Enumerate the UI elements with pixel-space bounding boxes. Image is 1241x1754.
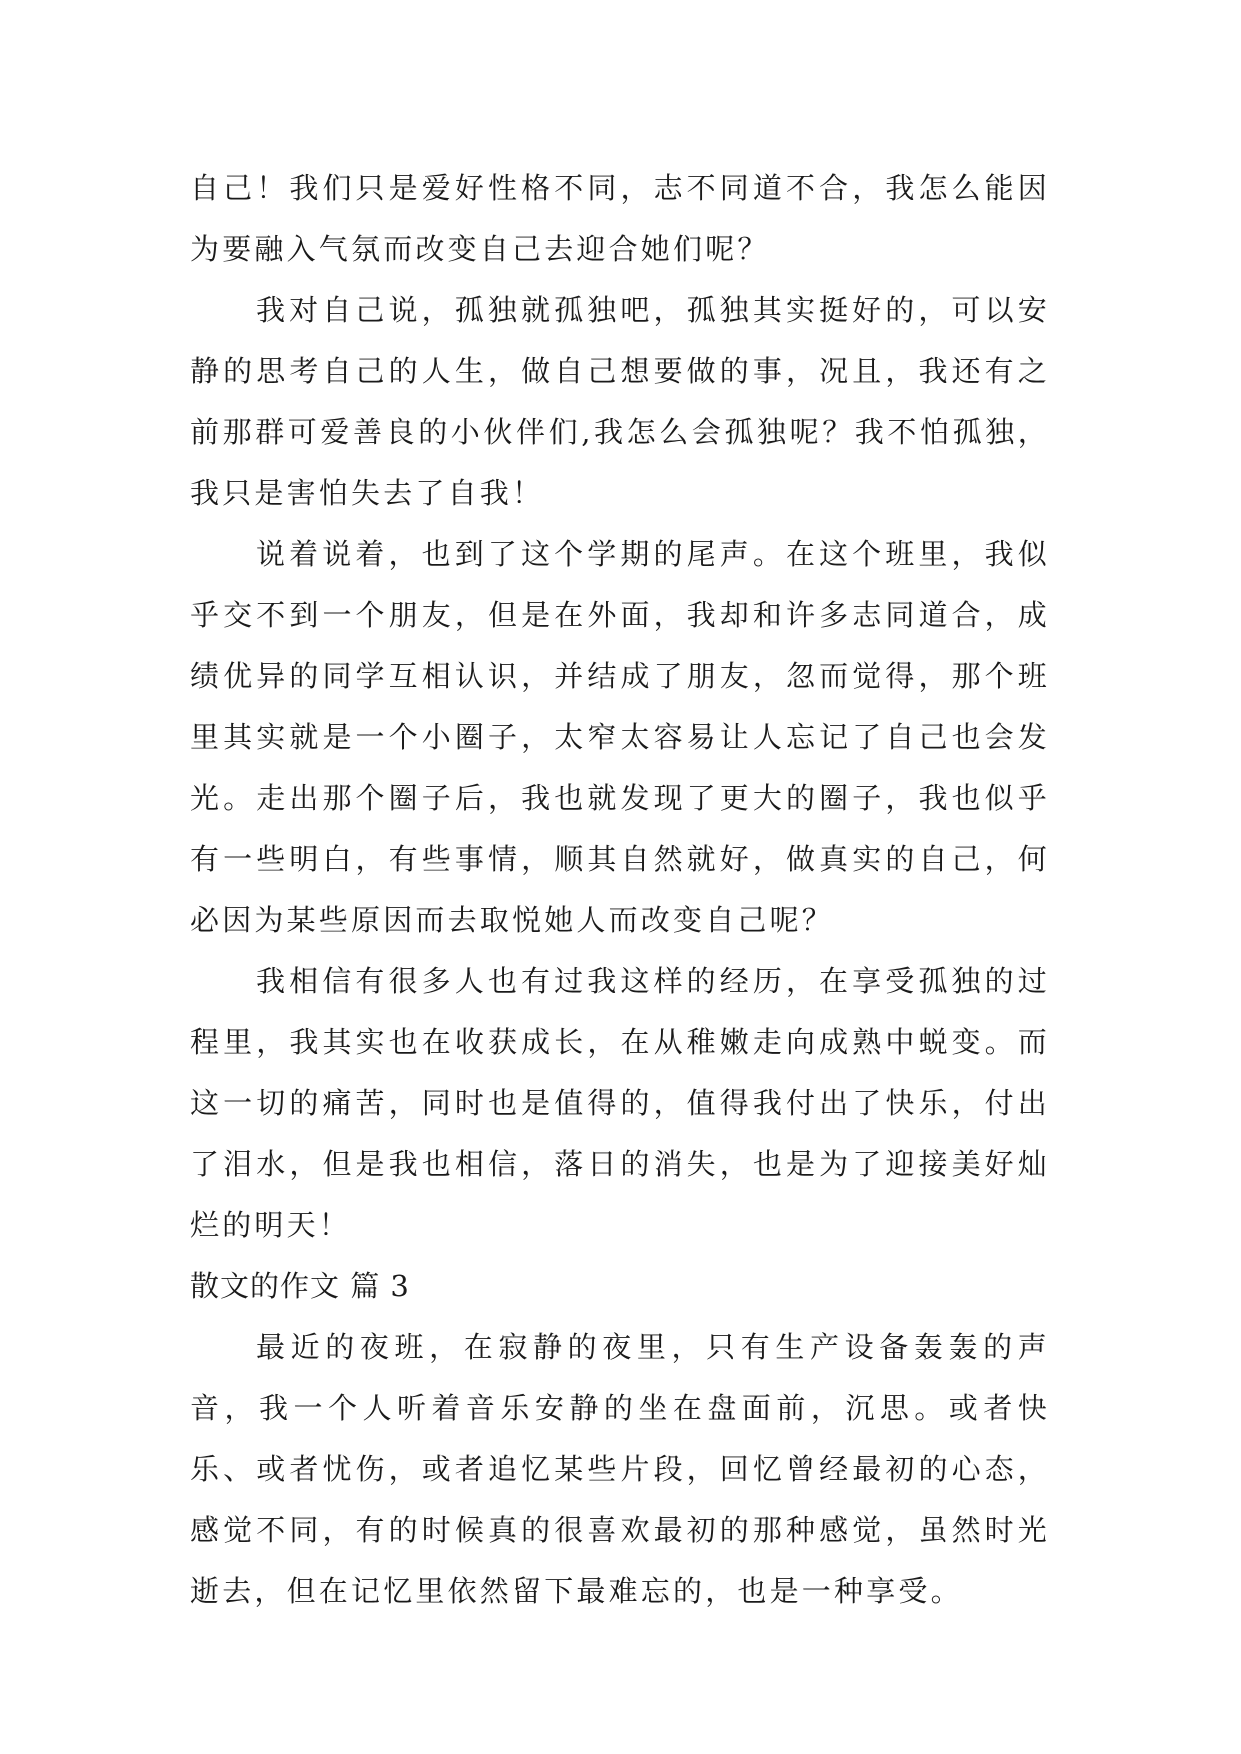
paragraph: 最近的夜班，在寂静的夜里，只有生产设备轰轰的声音，我一个人听着音乐安静的坐在盘面前，沉思。或者快乐、或者忧伤，或者追忆某些片段，回忆曾经最初的心态，感觉不同，有的时候真的很喜欢最初的那种感觉，虽然时光逝去，但在记忆里依然留下最难忘的，也是一种享受。 [190,1330,1050,1608]
section-heading: 散文的作文 篇 3 [190,1269,410,1303]
paragraph: 我相信有很多人也有过我这样的经历，在享受孤独的过程里，我其实也在收获成长，在从稚嫩走向成熟中蜕变。而这一切的痛苦，同时也是值得的，值得我付出了快乐，付出了泪水，但是我也相信，落日的消失，也是为了迎接美好灿烂的明天！ [190,964,1050,1242]
paragraph: 自己！我们只是爱好性格不同，志不同道不合，我怎么能因为要融入气氛而改变自己去迎合她们呢？ [190,171,1050,266]
document-body [190,158,1050,1622]
paragraph: 说着说着，也到了这个学期的尾声。在这个班里，我似乎交不到一个朋友，但是在外面，我却和许多志同道合，成绩优异的同学互相认识，并结成了朋友，忽而觉得，那个班里其实就是一个小圈子，太窄太容易让人忘记了自己也会发光。走出那个圈子后，我也就发现了更大的圈子，我也似乎有一些明白，有些事情，顺其自然就好，做真实的自己，何必因为某些原因而去取悦她人而改变自己呢？ [190,537,1050,937]
paragraph: 我对自己说，孤独就孤独吧，孤独其实挺好的，可以安静的思考自己的人生，做自己想要做的事，况且，我还有之前那群可爱善良的小伙伴们,我怎么会孤独呢？我不怕孤独，我只是害怕失去了自我！ [190,293,1050,510]
